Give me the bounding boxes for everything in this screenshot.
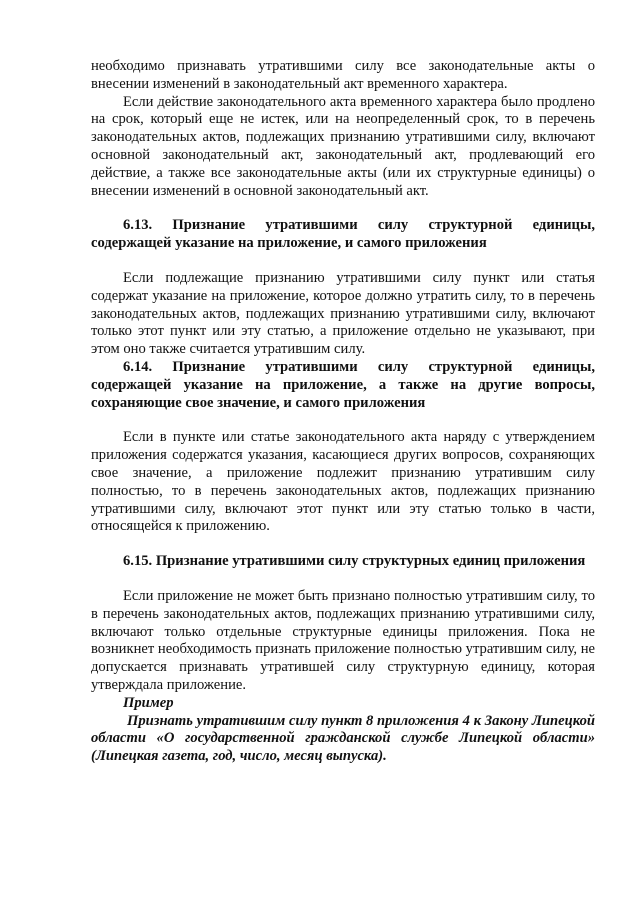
paragraph-temporary-act: Если действие законодательного акта временного характера было продлено на срок, который еще не истек, или на неопределенный срок, то в перечень законодательных актов, подлежащих признанию утратившими силу, включают основной законодательный акт, законодательный акт, продлевающий его действие, а также все законодательные акты (или их структурные единицы) о внесении изменений в основной законодательный акт. <box>91 93 595 199</box>
example-text: Признать утратившим силу пункт 8 приложения 4 к Закону Липецкой области «О государственной гражданской службе Липецкой области» (Липецкая газета, год, число, месяц выпуска). <box>91 712 595 765</box>
example-label: Пример <box>123 694 174 711</box>
paragraph-6-15: Если приложение не может быть признано полностью утратившим силу, то в перечень законодательных актов, подлежащих признанию утратившими силу, включают только отдельные структурные единицы приложения. Пока не возникнет необходимость признать приложение полностью утратившим силу, не допускается признавать утратившей силу структурную единицу, которая утверждала приложение. <box>91 587 595 693</box>
document-page <box>91 58 595 766</box>
paragraph-6-14: Если в пункте или статье законодательного акта наряду с утверждением приложения содержатся указания, касающиеся других вопросов, сохраняющих свое значение, а приложение подлежит признанию утратившим силу полностью, то в перечень законодательных актов, подлежащих признанию утратившими силу, включают этот пункт или эту статью только в части, относящейся к приложению. <box>91 429 595 535</box>
section-heading-6-15: 6.15. Признание утратившими силу структурных единиц приложения <box>123 553 586 570</box>
section-heading-6-14: 6.14. Признание утратившими силу структурной единицы, содержащей указание на приложение, а также на другие вопросы, сохраняющие свое значение, и самого приложения <box>91 358 595 411</box>
paragraph-continuation: необходимо признавать утратившими силу все законодательные акты о внесении изменений в законодательный акт временного характера. <box>91 58 595 92</box>
paragraph-6-13: Если подлежащие признанию утратившими силу пункт или статья содержат указание на приложение, которое должно утратить силу, то в перечень законодательных актов, подлежащих признанию утратившими силу, включают только этот пункт или эту статью, а приложение отдельно не указывают, при этом оно также считается утратившим силу. <box>91 269 595 358</box>
section-heading-6-13: 6.13. Признание утратившими силу структурной единицы, содержащей указание на приложение, и самого приложения <box>91 217 595 252</box>
